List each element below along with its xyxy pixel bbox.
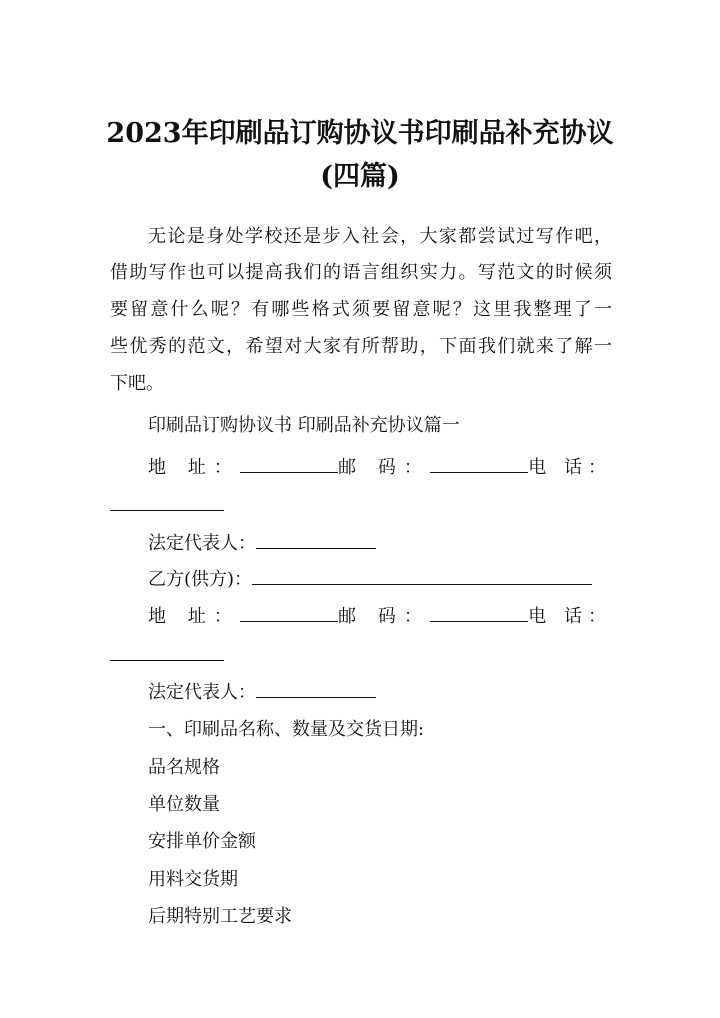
item-heading: 一、印刷品名称、数量及交货日期: (148, 719, 425, 740)
party-a-postcode-label: 邮 码： (338, 457, 430, 478)
intro-line-4: 些优秀的范文，希望对大家有所帮助，下面我们就来了解一 (110, 336, 612, 357)
party-a-address-label: 地 址： (148, 457, 240, 478)
party-a-address-blank (240, 454, 338, 473)
party-b-phone-label: 电 话： (528, 606, 612, 627)
list-item: 后期特别工艺要求 (148, 906, 292, 927)
party-b-rep-row (148, 679, 612, 706)
list-item: 品名规格 (148, 757, 220, 778)
intro-line-2: 借助写作也可以提高我们的语言组织实力。写范文的时候须 (110, 262, 612, 283)
intro-line-3: 要留意什么呢？有哪些格式须要留意呢？这里我整理了一 (110, 299, 612, 320)
party-b-blank (252, 566, 592, 585)
party-b-row (148, 566, 612, 593)
list-item: 安排单价金额 (148, 831, 256, 852)
list-item: 单位数量 (148, 794, 220, 815)
party-b-label: 乙方(供方)： (148, 569, 253, 590)
party-b-rep-blank (256, 679, 376, 698)
party-b-address-label: 地 址： (148, 606, 240, 627)
party-a-contact-row (148, 454, 612, 481)
party-b-address-blank (240, 603, 338, 622)
document-title-line1: 2023年印刷品订购协议书印刷品补充协议 (106, 118, 614, 149)
party-a-phone-blank (110, 510, 224, 511)
party-b-rep-label: 法定代表人： (148, 682, 256, 703)
intro-line-1: 无论是身处学校还是步入社会，大家都尝试过写作吧， (148, 226, 612, 247)
intro-line-5: 下吧。 (110, 373, 164, 394)
party-a-rep-blank (256, 530, 376, 549)
list-item: 用料交货期 (148, 869, 238, 890)
party-b-postcode-blank (430, 603, 528, 622)
party-a-phone-label: 电 话： (528, 457, 612, 478)
section-heading: 印刷品订购协议书 印刷品补充协议篇一 (148, 415, 460, 436)
party-b-postcode-label: 邮 码： (338, 606, 430, 627)
party-b-contact-row (148, 603, 612, 630)
party-b-phone-blank (110, 660, 224, 661)
party-a-rep-label: 法定代表人： (148, 533, 256, 554)
party-a-rep-row (148, 530, 612, 557)
document-title-line2: (四篇) (320, 161, 400, 192)
party-a-postcode-blank (430, 454, 528, 473)
